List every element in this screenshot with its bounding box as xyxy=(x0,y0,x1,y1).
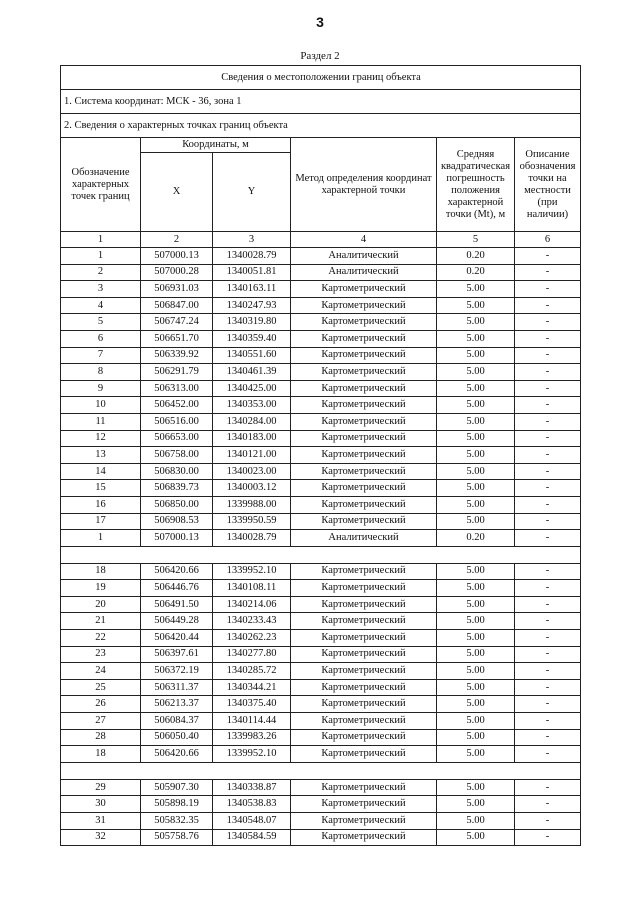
cell-method: Картометрический xyxy=(291,713,437,730)
table-row xyxy=(61,281,581,298)
cell-point-label: 24 xyxy=(61,663,141,680)
table-row xyxy=(61,713,581,730)
cell-x-coordinate: 506420.44 xyxy=(141,630,213,647)
header-accuracy: Средняя квадратическая погрешность положения характерной точки (Mt), м xyxy=(437,138,515,232)
cell-method: Картометрический xyxy=(291,580,437,597)
table-row xyxy=(61,563,581,580)
cell-method: Картометрический xyxy=(291,281,437,298)
cell-x-coordinate: 506449.28 xyxy=(141,613,213,630)
cell-description: - xyxy=(515,330,581,347)
cell-accuracy-mt: 5.00 xyxy=(437,364,515,381)
column-number: 6 xyxy=(515,232,581,248)
cell-accuracy-mt: 5.00 xyxy=(437,813,515,830)
cell-y-coordinate: 1340051.81 xyxy=(213,264,291,281)
cell-method: Картометрический xyxy=(291,813,437,830)
cell-accuracy-mt: 5.00 xyxy=(437,796,515,813)
cell-y-coordinate: 1340121.00 xyxy=(213,447,291,464)
cell-x-coordinate: 506311.37 xyxy=(141,679,213,696)
cell-point-label: 17 xyxy=(61,513,141,530)
cell-accuracy-mt: 5.00 xyxy=(437,513,515,530)
table-row xyxy=(61,696,581,713)
cell-accuracy-mt: 5.00 xyxy=(437,314,515,331)
cell-y-coordinate: 1340375.40 xyxy=(213,696,291,713)
group-separator xyxy=(61,762,581,779)
table-row xyxy=(61,347,581,364)
cell-method: Картометрический xyxy=(291,646,437,663)
cell-description: - xyxy=(515,746,581,763)
cell-point-label: 13 xyxy=(61,447,141,464)
cell-y-coordinate: 1340284.00 xyxy=(213,413,291,430)
page-number: 3 xyxy=(316,14,324,30)
cell-accuracy-mt: 0.20 xyxy=(437,264,515,281)
column-numbers-row xyxy=(61,232,581,248)
table-row xyxy=(61,248,581,265)
table-row xyxy=(61,580,581,597)
table-row xyxy=(61,413,581,430)
group-separator-row xyxy=(61,762,581,779)
cell-description: - xyxy=(515,813,581,830)
cell-description: - xyxy=(515,281,581,298)
cell-y-coordinate: 1340425.00 xyxy=(213,380,291,397)
cell-description: - xyxy=(515,679,581,696)
cell-accuracy-mt: 5.00 xyxy=(437,729,515,746)
cell-method: Картометрический xyxy=(291,746,437,763)
column-number: 2 xyxy=(141,232,213,248)
cell-description: - xyxy=(515,829,581,846)
cell-accuracy-mt: 5.00 xyxy=(437,679,515,696)
cell-description: - xyxy=(515,447,581,464)
cell-accuracy-mt: 5.00 xyxy=(437,696,515,713)
cell-method: Картометрический xyxy=(291,779,437,796)
cell-y-coordinate: 1340163.11 xyxy=(213,281,291,298)
cell-x-coordinate: 507000.13 xyxy=(141,248,213,265)
cell-accuracy-mt: 5.00 xyxy=(437,430,515,447)
cell-x-coordinate: 506446.76 xyxy=(141,580,213,597)
table-row xyxy=(61,397,581,414)
cell-point-label: 12 xyxy=(61,430,141,447)
group-separator xyxy=(61,546,581,563)
column-number: 5 xyxy=(437,232,515,248)
cell-description: - xyxy=(515,364,581,381)
cell-x-coordinate: 506516.00 xyxy=(141,413,213,430)
cell-method: Картометрический xyxy=(291,397,437,414)
cell-x-coordinate: 506050.40 xyxy=(141,729,213,746)
cell-point-label: 22 xyxy=(61,630,141,647)
cell-point-label: 2 xyxy=(61,264,141,281)
cell-description: - xyxy=(515,430,581,447)
cell-method: Картометрический xyxy=(291,513,437,530)
cell-description: - xyxy=(515,630,581,647)
cell-y-coordinate: 1339988.00 xyxy=(213,496,291,513)
cell-point-label: 8 xyxy=(61,364,141,381)
cell-description: - xyxy=(515,496,581,513)
cell-description: - xyxy=(515,397,581,414)
cell-description: - xyxy=(515,413,581,430)
table-row xyxy=(61,813,581,830)
cell-y-coordinate: 1340214.06 xyxy=(213,596,291,613)
header-x: X xyxy=(141,153,213,232)
column-number: 1 xyxy=(61,232,141,248)
cell-method: Аналитический xyxy=(291,264,437,281)
cell-point-label: 14 xyxy=(61,463,141,480)
table-row xyxy=(61,530,581,547)
cell-y-coordinate: 1340277.80 xyxy=(213,646,291,663)
cell-method: Аналитический xyxy=(291,248,437,265)
cell-point-label: 16 xyxy=(61,496,141,513)
cell-method: Картометрический xyxy=(291,314,437,331)
group-separator-row xyxy=(61,546,581,563)
cell-point-label: 25 xyxy=(61,679,141,696)
cell-y-coordinate: 1340183.00 xyxy=(213,430,291,447)
cell-y-coordinate: 1340319.80 xyxy=(213,314,291,331)
cell-y-coordinate: 1340028.79 xyxy=(213,248,291,265)
cell-accuracy-mt: 5.00 xyxy=(437,380,515,397)
cell-method: Картометрический xyxy=(291,596,437,613)
cell-y-coordinate: 1340338.87 xyxy=(213,779,291,796)
table-row xyxy=(61,330,581,347)
cell-accuracy-mt: 5.00 xyxy=(437,496,515,513)
header-point-label: Обозначение характерных точек границ xyxy=(61,138,141,232)
cell-point-label: 32 xyxy=(61,829,141,846)
cell-point-label: 20 xyxy=(61,596,141,613)
cell-description: - xyxy=(515,563,581,580)
cell-method: Картометрический xyxy=(291,563,437,580)
cell-accuracy-mt: 5.00 xyxy=(437,330,515,347)
cell-accuracy-mt: 5.00 xyxy=(437,580,515,597)
cell-method: Картометрический xyxy=(291,430,437,447)
cell-point-label: 6 xyxy=(61,330,141,347)
cell-point-label: 31 xyxy=(61,813,141,830)
cell-x-coordinate: 505898.19 xyxy=(141,796,213,813)
cell-y-coordinate: 1340003.12 xyxy=(213,480,291,497)
cell-x-coordinate: 506839.73 xyxy=(141,480,213,497)
cell-method: Картометрический xyxy=(291,463,437,480)
cell-x-coordinate: 506747.24 xyxy=(141,314,213,331)
cell-x-coordinate: 506758.00 xyxy=(141,447,213,464)
cell-accuracy-mt: 5.00 xyxy=(437,413,515,430)
cell-description: - xyxy=(515,796,581,813)
cell-description: - xyxy=(515,297,581,314)
cell-x-coordinate: 506397.61 xyxy=(141,646,213,663)
cell-x-coordinate: 507000.28 xyxy=(141,264,213,281)
table-row xyxy=(61,663,581,680)
cell-y-coordinate: 1340023.00 xyxy=(213,463,291,480)
cell-x-coordinate: 506491.50 xyxy=(141,596,213,613)
cell-method: Картометрический xyxy=(291,330,437,347)
cell-description: - xyxy=(515,646,581,663)
table-row xyxy=(61,380,581,397)
table-title: Сведения о местоположении границ объекта xyxy=(61,66,581,90)
cell-point-label: 5 xyxy=(61,314,141,331)
cell-y-coordinate: 1339952.10 xyxy=(213,563,291,580)
cell-method: Картометрический xyxy=(291,796,437,813)
cell-accuracy-mt: 0.20 xyxy=(437,530,515,547)
cell-method: Картометрический xyxy=(291,447,437,464)
table-row xyxy=(61,463,581,480)
cell-description: - xyxy=(515,713,581,730)
cell-description: - xyxy=(515,663,581,680)
cell-accuracy-mt: 5.00 xyxy=(437,663,515,680)
cell-method: Картометрический xyxy=(291,380,437,397)
cell-point-label: 18 xyxy=(61,563,141,580)
cell-point-label: 4 xyxy=(61,297,141,314)
cell-accuracy-mt: 5.00 xyxy=(437,480,515,497)
cell-point-label: 3 xyxy=(61,281,141,298)
table-row xyxy=(61,430,581,447)
cell-point-label: 29 xyxy=(61,779,141,796)
cell-x-coordinate: 505907.30 xyxy=(141,779,213,796)
cell-y-coordinate: 1340461.39 xyxy=(213,364,291,381)
cell-y-coordinate: 1340247.93 xyxy=(213,297,291,314)
cell-point-label: 1 xyxy=(61,248,141,265)
cell-y-coordinate: 1340114.44 xyxy=(213,713,291,730)
cell-accuracy-mt: 5.00 xyxy=(437,297,515,314)
cell-point-label: 18 xyxy=(61,746,141,763)
cell-y-coordinate: 1340353.00 xyxy=(213,397,291,414)
cell-accuracy-mt: 5.00 xyxy=(437,347,515,364)
cell-point-label: 10 xyxy=(61,397,141,414)
cell-accuracy-mt: 5.00 xyxy=(437,630,515,647)
cell-point-label: 26 xyxy=(61,696,141,713)
cell-point-label: 19 xyxy=(61,580,141,597)
header-coords: Координаты, м xyxy=(141,138,291,153)
cell-y-coordinate: 1339983.26 xyxy=(213,729,291,746)
cell-y-coordinate: 1340028.79 xyxy=(213,530,291,547)
cell-point-label: 27 xyxy=(61,713,141,730)
table-row xyxy=(61,364,581,381)
cell-accuracy-mt: 5.00 xyxy=(437,463,515,480)
header-y: Y xyxy=(213,153,291,232)
cell-x-coordinate: 506653.00 xyxy=(141,430,213,447)
table-row xyxy=(61,729,581,746)
cell-method: Картометрический xyxy=(291,663,437,680)
cell-description: - xyxy=(515,696,581,713)
cell-method: Картометрический xyxy=(291,630,437,647)
cell-point-label: 15 xyxy=(61,480,141,497)
cell-x-coordinate: 506850.00 xyxy=(141,496,213,513)
cell-y-coordinate: 1339950.59 xyxy=(213,513,291,530)
cell-accuracy-mt: 5.00 xyxy=(437,779,515,796)
cell-description: - xyxy=(515,314,581,331)
section-title: Раздел 2 xyxy=(300,50,340,62)
cell-description: - xyxy=(515,530,581,547)
table-row xyxy=(61,596,581,613)
table-row xyxy=(61,630,581,647)
table-row xyxy=(61,264,581,281)
cell-x-coordinate: 506830.00 xyxy=(141,463,213,480)
cell-point-label: 11 xyxy=(61,413,141,430)
cell-x-coordinate: 506651.70 xyxy=(141,330,213,347)
cell-x-coordinate: 505832.35 xyxy=(141,813,213,830)
header-method: Метод определения координат характерной точки xyxy=(291,138,437,232)
cell-y-coordinate: 1340538.83 xyxy=(213,796,291,813)
cell-method: Картометрический xyxy=(291,364,437,381)
cell-point-label: 21 xyxy=(61,613,141,630)
cell-y-coordinate: 1340108.11 xyxy=(213,580,291,597)
points-heading-row: 2. Сведения о характерных точках границ объекта xyxy=(61,114,581,138)
cell-description: - xyxy=(515,264,581,281)
table-row xyxy=(61,679,581,696)
table-row xyxy=(61,829,581,846)
cell-description: - xyxy=(515,613,581,630)
cell-accuracy-mt: 5.00 xyxy=(437,746,515,763)
table-row xyxy=(61,779,581,796)
cell-method: Картометрический xyxy=(291,696,437,713)
cell-x-coordinate: 507000.13 xyxy=(141,530,213,547)
cell-method: Картометрический xyxy=(291,729,437,746)
cell-description: - xyxy=(515,347,581,364)
table-row xyxy=(61,297,581,314)
table-row xyxy=(61,480,581,497)
cell-y-coordinate: 1340285.72 xyxy=(213,663,291,680)
cell-description: - xyxy=(515,380,581,397)
table-row xyxy=(61,646,581,663)
cell-x-coordinate: 506847.00 xyxy=(141,297,213,314)
cell-accuracy-mt: 5.00 xyxy=(437,613,515,630)
cell-description: - xyxy=(515,779,581,796)
cell-method: Картометрический xyxy=(291,829,437,846)
coord-system-row: 1. Система координат: МСК - 36, зона 1 xyxy=(61,90,581,114)
cell-method: Картометрический xyxy=(291,613,437,630)
cell-x-coordinate: 505758.76 xyxy=(141,829,213,846)
cell-x-coordinate: 506213.37 xyxy=(141,696,213,713)
cell-point-label: 30 xyxy=(61,796,141,813)
cell-y-coordinate: 1340344.21 xyxy=(213,679,291,696)
table-row xyxy=(61,746,581,763)
cell-y-coordinate: 1340262.23 xyxy=(213,630,291,647)
cell-x-coordinate: 506908.53 xyxy=(141,513,213,530)
cell-point-label: 7 xyxy=(61,347,141,364)
cell-y-coordinate: 1339952.10 xyxy=(213,746,291,763)
cell-point-label: 28 xyxy=(61,729,141,746)
column-number: 4 xyxy=(291,232,437,248)
cell-point-label: 23 xyxy=(61,646,141,663)
cell-description: - xyxy=(515,596,581,613)
table-row xyxy=(61,513,581,530)
cell-point-label: 9 xyxy=(61,380,141,397)
table-row xyxy=(61,796,581,813)
table-row xyxy=(61,613,581,630)
cell-x-coordinate: 506339.92 xyxy=(141,347,213,364)
table-row xyxy=(61,447,581,464)
cell-x-coordinate: 506291.79 xyxy=(141,364,213,381)
cell-description: - xyxy=(515,729,581,746)
cell-method: Аналитический xyxy=(291,530,437,547)
cell-method: Картометрический xyxy=(291,496,437,513)
cell-y-coordinate: 1340551.60 xyxy=(213,347,291,364)
column-number: 3 xyxy=(213,232,291,248)
cell-x-coordinate: 506313.00 xyxy=(141,380,213,397)
cell-point-label: 1 xyxy=(61,530,141,547)
cell-x-coordinate: 506452.00 xyxy=(141,397,213,414)
cell-method: Картометрический xyxy=(291,297,437,314)
cell-y-coordinate: 1340233.43 xyxy=(213,613,291,630)
cell-method: Картометрический xyxy=(291,679,437,696)
cell-accuracy-mt: 5.00 xyxy=(437,829,515,846)
cell-description: - xyxy=(515,580,581,597)
cell-accuracy-mt: 5.00 xyxy=(437,447,515,464)
table-row xyxy=(61,314,581,331)
cell-y-coordinate: 1340359.40 xyxy=(213,330,291,347)
cell-accuracy-mt: 0.20 xyxy=(437,248,515,265)
cell-description: - xyxy=(515,248,581,265)
cell-y-coordinate: 1340548.07 xyxy=(213,813,291,830)
cell-x-coordinate: 506931.03 xyxy=(141,281,213,298)
cell-description: - xyxy=(515,480,581,497)
header-description: Описание обозначения точки на местности (при наличии) xyxy=(515,138,581,232)
boundary-points-table xyxy=(60,65,581,846)
table-row xyxy=(61,496,581,513)
cell-accuracy-mt: 5.00 xyxy=(437,646,515,663)
cell-x-coordinate: 506420.66 xyxy=(141,563,213,580)
cell-y-coordinate: 1340584.59 xyxy=(213,829,291,846)
cell-accuracy-mt: 5.00 xyxy=(437,281,515,298)
cell-description: - xyxy=(515,513,581,530)
cell-method: Картометрический xyxy=(291,347,437,364)
cell-x-coordinate: 506372.19 xyxy=(141,663,213,680)
cell-x-coordinate: 506084.37 xyxy=(141,713,213,730)
cell-method: Картометрический xyxy=(291,413,437,430)
cell-accuracy-mt: 5.00 xyxy=(437,397,515,414)
cell-accuracy-mt: 5.00 xyxy=(437,563,515,580)
cell-accuracy-mt: 5.00 xyxy=(437,713,515,730)
cell-description: - xyxy=(515,463,581,480)
cell-method: Картометрический xyxy=(291,480,437,497)
cell-accuracy-mt: 5.00 xyxy=(437,596,515,613)
cell-x-coordinate: 506420.66 xyxy=(141,746,213,763)
